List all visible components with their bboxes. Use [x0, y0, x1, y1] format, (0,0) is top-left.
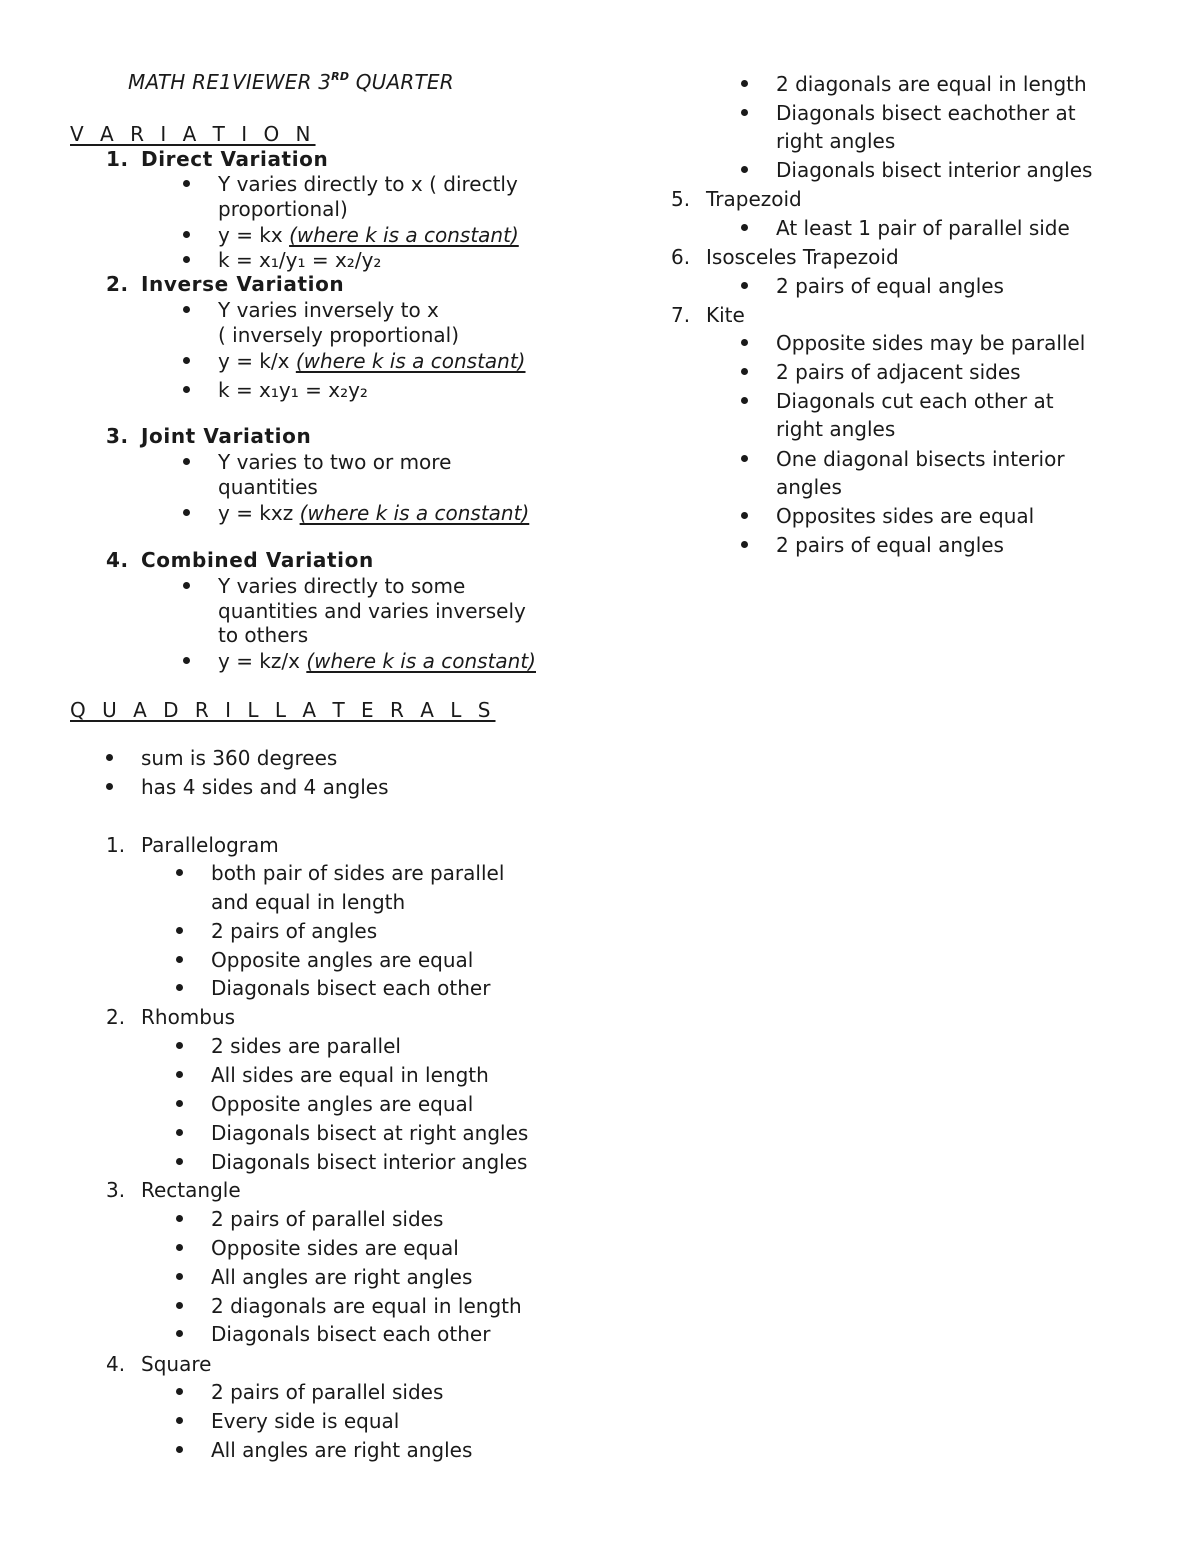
kite-item: Diagonals cut each other at: [776, 389, 1054, 413]
combined-desc-line3: to others: [218, 623, 309, 647]
inverse-desc-line1: Y varies inversely to x: [218, 298, 439, 322]
joint-variation-title: Joint Variation: [141, 424, 312, 448]
parallelogram-item: 2 pairs of angles: [211, 919, 378, 943]
kite-item-cont: angles: [776, 475, 842, 499]
direct-k-formula: k = x₁/y₁ = x₂/y₂: [218, 248, 382, 272]
combined-variation-number: 4.: [106, 548, 129, 572]
bullet-icon: [183, 256, 190, 263]
joint-desc-line2: quantities: [218, 475, 318, 499]
direct-desc-line1: Y varies directly to x ( directly: [218, 172, 518, 196]
trapezoid-title: Trapezoid: [706, 187, 802, 211]
trapezoid-item: At least 1 pair of parallel side: [776, 216, 1070, 240]
bullet-icon: [183, 509, 190, 516]
combined-formula: y = kz/x (where k is a constant): [218, 649, 536, 673]
joint-formula: y = kxz (where k is a constant): [218, 501, 530, 525]
bullet-icon: [741, 166, 748, 173]
parallelogram-title: Parallelogram: [141, 833, 279, 857]
parallelogram-item: Diagonals bisect each other: [211, 976, 491, 1000]
parallelogram-item: Opposite angles are equal: [211, 948, 474, 972]
rectangle-item: 2 diagonals are equal in length: [211, 1294, 522, 1318]
direct-variation-number: 1.: [106, 147, 129, 171]
bullet-icon: [183, 386, 190, 393]
square-item: Diagonals bisect eachother at: [776, 101, 1076, 125]
bullet-icon: [183, 582, 190, 589]
quad-fact-sides: has 4 sides and 4 angles: [141, 775, 389, 799]
bullet-icon: [106, 783, 113, 790]
direct-desc-line2: proportional): [218, 197, 348, 221]
bullet-icon: [183, 458, 190, 465]
square-item: 2 pairs of parallel sides: [211, 1380, 444, 1404]
rectangle-item: Diagonals bisect each other: [211, 1322, 491, 1346]
quad-fact-sum: sum is 360 degrees: [141, 746, 338, 770]
direct-variation-title: Direct Variation: [141, 147, 329, 171]
parallelogram-item: both pair of sides are parallel: [211, 861, 505, 885]
bullet-icon: [176, 869, 183, 876]
inverse-desc-line2: ( inversely proportional): [218, 323, 460, 347]
title-superscript: RD: [331, 70, 350, 83]
bullet-icon: [176, 1446, 183, 1453]
bullet-icon: [176, 1244, 183, 1251]
rhombus-item: 2 sides are parallel: [211, 1034, 401, 1058]
bullet-icon: [106, 754, 113, 761]
bullet-icon: [741, 512, 748, 519]
square-item: Diagonals bisect interior angles: [776, 158, 1093, 182]
parallelogram-number: 1.: [106, 833, 126, 857]
bullet-icon: [176, 984, 183, 991]
inverse-variation-title: Inverse Variation: [141, 272, 345, 296]
bullet-icon: [741, 339, 748, 346]
square-item: 2 diagonals are equal in length: [776, 72, 1087, 96]
bullet-icon: [176, 1129, 183, 1136]
bullet-icon: [176, 1388, 183, 1395]
inverse-formula: y = k/x (where k is a constant): [218, 349, 526, 373]
bullet-icon: [176, 1100, 183, 1107]
kite-number: 7.: [671, 303, 691, 327]
square-item-cont: right angles: [776, 129, 896, 153]
square-item: All angles are right angles: [211, 1438, 473, 1462]
constant-note: (where k is a constant): [299, 501, 530, 525]
bullet-icon: [176, 1417, 183, 1424]
rectangle-item: Opposite sides are equal: [211, 1236, 459, 1260]
rhombus-item: Opposite angles are equal: [211, 1092, 474, 1116]
direct-formula: y = kx (where k is a constant): [218, 223, 519, 247]
bullet-icon: [176, 956, 183, 963]
bullet-icon: [176, 1330, 183, 1337]
isosceles-trapezoid-item: 2 pairs of equal angles: [776, 274, 1004, 298]
kite-item: Opposite sides may be parallel: [776, 331, 1086, 355]
rhombus-title: Rhombus: [141, 1005, 236, 1029]
rhombus-item: All sides are equal in length: [211, 1063, 489, 1087]
constant-note: (where k is a constant): [306, 649, 536, 673]
bullet-icon: [176, 1042, 183, 1049]
rhombus-item: Diagonals bisect interior angles: [211, 1150, 528, 1174]
bullet-icon: [741, 109, 748, 116]
bullet-icon: [741, 397, 748, 404]
bullet-icon: [176, 927, 183, 934]
kite-item: Opposites sides are equal: [776, 504, 1035, 528]
inverse-k-formula: k = x₁y₁ = x₂y₂: [218, 378, 368, 402]
bullet-icon: [176, 1215, 183, 1222]
quadrilaterals-heading: Q U A D R I L L A T E R A L S: [70, 698, 496, 722]
rectangle-item: 2 pairs of parallel sides: [211, 1207, 444, 1231]
bullet-icon: [741, 282, 748, 289]
kite-item: One diagonal bisects interior: [776, 447, 1065, 471]
parallelogram-item-cont: and equal in length: [211, 890, 406, 914]
bullet-icon: [741, 368, 748, 375]
square-item: Every side is equal: [211, 1409, 400, 1433]
bullet-icon: [183, 657, 190, 664]
page-title: MATH RE1VIEWER 3RD QUARTER: [128, 70, 454, 94]
variation-heading: V A R I A T I O N: [70, 122, 316, 146]
rectangle-item: All angles are right angles: [211, 1265, 473, 1289]
constant-note: (where k is a constant): [289, 223, 519, 247]
rectangle-number: 3.: [106, 1178, 126, 1202]
kite-item: 2 pairs of equal angles: [776, 533, 1004, 557]
isosceles-trapezoid-title: Isosceles Trapezoid: [706, 245, 899, 269]
bullet-icon: [741, 224, 748, 231]
constant-note: (where k is a constant): [295, 349, 526, 373]
kite-item: 2 pairs of adjacent sides: [776, 360, 1021, 384]
square-title: Square: [141, 1352, 212, 1376]
kite-item-cont: right angles: [776, 417, 896, 441]
kite-title: Kite: [706, 303, 745, 327]
bullet-icon: [183, 231, 190, 238]
combined-desc-line1: Y varies directly to some: [218, 574, 466, 598]
joint-desc-line1: Y varies to two or more: [218, 450, 452, 474]
bullet-icon: [183, 357, 190, 364]
rhombus-number: 2.: [106, 1005, 126, 1029]
combined-variation-title: Combined Variation: [141, 548, 374, 572]
trapezoid-number: 5.: [671, 187, 691, 211]
bullet-icon: [741, 541, 748, 548]
bullet-icon: [176, 1071, 183, 1078]
bullet-icon: [741, 455, 748, 462]
bullet-icon: [183, 180, 190, 187]
rhombus-item: Diagonals bisect at right angles: [211, 1121, 529, 1145]
isosceles-trapezoid-number: 6.: [671, 245, 691, 269]
bullet-icon: [183, 306, 190, 313]
joint-variation-number: 3.: [106, 424, 129, 448]
bullet-icon: [176, 1273, 183, 1280]
bullet-icon: [741, 80, 748, 87]
inverse-variation-number: 2.: [106, 272, 129, 296]
square-number: 4.: [106, 1352, 126, 1376]
bullet-icon: [176, 1302, 183, 1309]
combined-desc-line2: quantities and varies inversely: [218, 599, 526, 623]
rectangle-title: Rectangle: [141, 1178, 241, 1202]
bullet-icon: [176, 1158, 183, 1165]
